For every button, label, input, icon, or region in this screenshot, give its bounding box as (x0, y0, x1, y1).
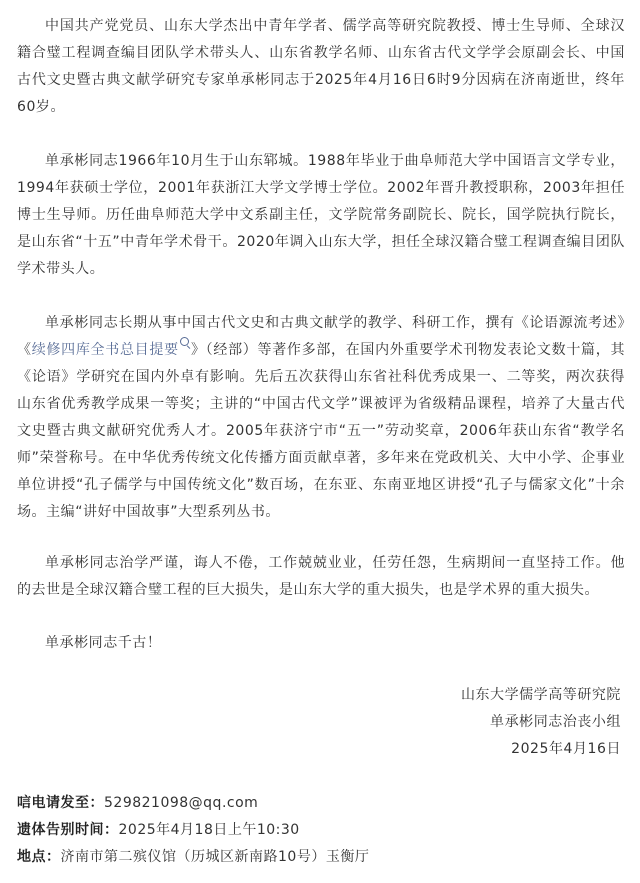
condolence-line (17, 790, 625, 817)
signature-block (461, 682, 621, 763)
achievements-text-start: 单承彬同志长期从事中国古代文史和古典文献学的教学、科研工作，撰有《论语源流考述》《 (17, 315, 625, 358)
signature-organization: 山东大学儒学高等研究院 (460, 687, 621, 703)
signature-date: 2025年4月16日 (511, 741, 621, 757)
paragraph-biography: 单承彬同志1966年10月生于山东郓城。1988年毕业于曲阜师范大学中国语言文学专业，1994年获硕士学位，2001年获浙江大学文学博士学位。2002年晋升教授职称，2003年担任博士生导师。历任曲阜师范大学中文系副主任，文学院常务副院长、院长，国学院执行院长，是山东省“十五”中青年学术骨干。2020年调入山东大学，担任全球汉籍合璧工程调查编目团队学术带头人。 (17, 153, 625, 277)
funeral-info (17, 790, 625, 871)
farewell-time-label: 遗体告别时间： (17, 822, 119, 838)
paragraph-announcement: 中国共产党党员、山东大学杰出中青年学者、儒学高等研究院教授、博士生导师、全球汉籍合璧工程调查编目团队学术带头人、山东省教学名师、山东省古代文学学会原副会长、中国古代文史暨古典文献学研究专家单承彬同志于2025年4月16日6时9分因病在济南逝世，终年60岁。 (17, 18, 625, 115)
paragraph-tribute: 单承彬同志治学严谨，诲人不倦，工作兢兢业业，任劳任怨，生病期间一直坚持工作。他的去世是全球汉籍合璧工程的巨大损失，是山东大学的重大损失，也是学术界的重大损失。 (17, 555, 625, 598)
location-line (17, 844, 625, 871)
search-icon[interactable] (180, 337, 189, 346)
search-link-book-title[interactable] (32, 342, 191, 358)
location-label: 地点： (17, 849, 61, 865)
search-link-label[interactable]: 续修四库全书总目提要 (31, 342, 179, 358)
location-value: 济南市第二殡仪馆（历城区新南路10号）玉衡厅 (60, 849, 370, 865)
farewell-time-value: 2025年4月18日上午10:30 (118, 822, 300, 838)
achievements-text-end: 》（经部）等著作多部，在国内外重要学术刊物发表论文数十篇，其《论语》学研究在国内外卓有影响。先后五次获得山东省社科优秀成果一、二等奖，两次获得山东省优秀教学成果一等奖；主讲的“中国古代文学”课被评为省级精品课程，培养了大量古代文史暨古典文献研究优秀人才。2005年获济宁市“五一”劳动奖章，2006年获山东省“教学名师”荣誉称号。在中华优秀传统文化传播方面贡献卓著，多年来在党政机关、大中小学、企事业单位讲授“孔子儒学与中国传统文化”数百场，在东亚、东南亚地区讲授“孔子与儒家文化”十余场。主编“讲好中国故事”大型系列丛书。 (17, 342, 626, 520)
signature-committee: 单承彬同志治丧小组 (490, 714, 621, 730)
condolence-label: 唁电请发至： (17, 795, 104, 811)
paragraph-farewell: 单承彬同志千古！ (45, 635, 162, 651)
condolence-email: 529821098@qq.com (104, 795, 259, 811)
farewell-time-line (17, 817, 625, 844)
paragraph-achievements (17, 310, 625, 526)
